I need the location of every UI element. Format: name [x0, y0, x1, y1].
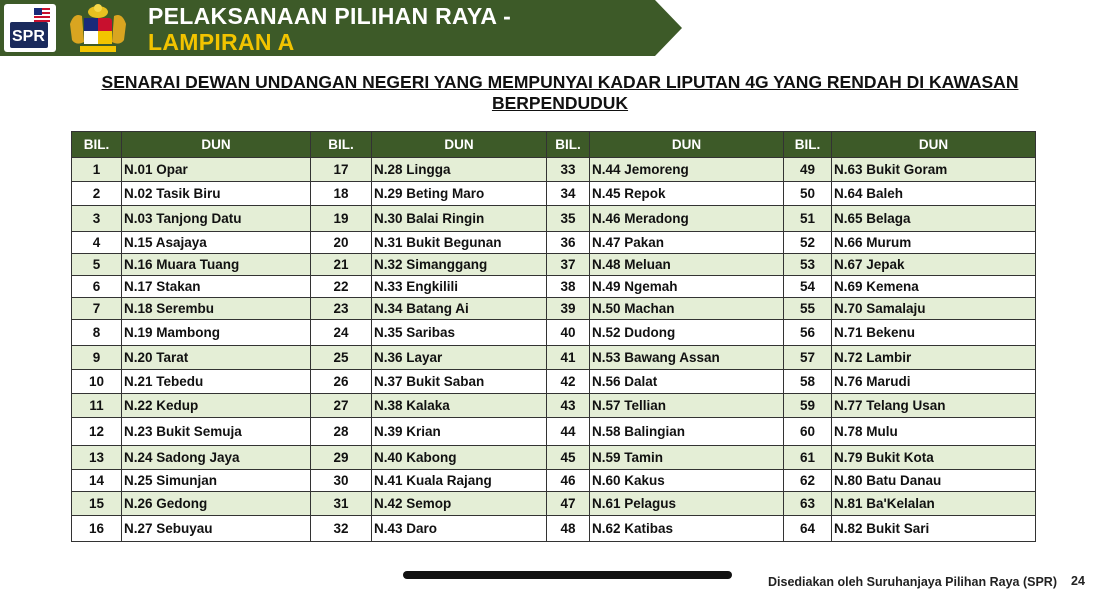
cell-dun: N.50 Machan [590, 298, 784, 320]
document-heading: SENARAI DEWAN UNDANGAN NEGERI YANG MEMPUNYAI KADAR LIPUTAN 4G YANG RENDAH DI KAWASAN BERPENDUDUK [101, 72, 1019, 113]
column-header-bil: BIL. [72, 132, 122, 158]
cell-dun: N.39 Krian [372, 418, 547, 446]
cell-dun: N.26 Gedong [122, 492, 311, 516]
cell-bil: 46 [547, 470, 590, 492]
cell-bil: 40 [547, 320, 590, 346]
cell-dun: N.28 Lingga [372, 158, 547, 182]
cell-dun: N.65 Belaga [832, 206, 1036, 232]
cell-dun: N.36 Layar [372, 346, 547, 370]
cell-bil: 15 [72, 492, 122, 516]
table-row [72, 346, 1036, 370]
table-row [72, 232, 1036, 254]
cell-bil: 28 [311, 418, 372, 446]
cell-bil: 23 [311, 298, 372, 320]
cell-dun: N.33 Engkilili [372, 276, 547, 298]
cell-dun: N.43 Daro [372, 516, 547, 542]
cell-bil: 34 [547, 182, 590, 206]
cell-dun: N.58 Balingian [590, 418, 784, 446]
cell-bil: 2 [72, 182, 122, 206]
column-header-dun: DUN [122, 132, 311, 158]
cell-bil: 61 [784, 446, 832, 470]
table-header-row [72, 132, 1036, 158]
cell-dun: N.59 Tamin [590, 446, 784, 470]
cell-bil: 26 [311, 370, 372, 394]
home-indicator-bar [403, 571, 732, 579]
cell-bil: 7 [72, 298, 122, 320]
cell-bil: 56 [784, 320, 832, 346]
cell-bil: 31 [311, 492, 372, 516]
table-row [72, 206, 1036, 232]
cell-bil: 4 [72, 232, 122, 254]
table-row [72, 320, 1036, 346]
cell-bil: 22 [311, 276, 372, 298]
cell-dun: N.78 Mulu [832, 418, 1036, 446]
cell-dun: N.56 Dalat [590, 370, 784, 394]
cell-dun: N.03 Tanjong Datu [122, 206, 311, 232]
cell-bil: 29 [311, 446, 372, 470]
table-row [72, 470, 1036, 492]
column-header-dun: DUN [832, 132, 1036, 158]
cell-bil: 59 [784, 394, 832, 418]
table-row [72, 370, 1036, 394]
cell-dun: N.80 Batu Danau [832, 470, 1036, 492]
cell-bil: 60 [784, 418, 832, 446]
cell-bil: 45 [547, 446, 590, 470]
cell-dun: N.16 Muara Tuang [122, 254, 311, 276]
cell-bil: 64 [784, 516, 832, 542]
cell-dun: N.79 Bukit Kota [832, 446, 1036, 470]
cell-bil: 43 [547, 394, 590, 418]
cell-bil: 30 [311, 470, 372, 492]
table-row [72, 418, 1036, 446]
cell-bil: 58 [784, 370, 832, 394]
cell-dun: N.47 Pakan [590, 232, 784, 254]
cell-bil: 41 [547, 346, 590, 370]
cell-dun: N.62 Katibas [590, 516, 784, 542]
cell-dun: N.48 Meluan [590, 254, 784, 276]
spr-logo [4, 4, 56, 52]
cell-dun: N.66 Murum [832, 232, 1036, 254]
cell-dun: N.40 Kabong [372, 446, 547, 470]
cell-bil: 42 [547, 370, 590, 394]
cell-bil: 35 [547, 206, 590, 232]
cell-bil: 18 [311, 182, 372, 206]
cell-dun: N.70 Samalaju [832, 298, 1036, 320]
cell-bil: 36 [547, 232, 590, 254]
cell-dun: N.72 Lambir [832, 346, 1036, 370]
cell-bil: 33 [547, 158, 590, 182]
cell-bil: 1 [72, 158, 122, 182]
cell-bil: 53 [784, 254, 832, 276]
cell-dun: N.60 Kakus [590, 470, 784, 492]
column-header-bil: BIL. [784, 132, 832, 158]
cell-dun: N.29 Beting Maro [372, 182, 547, 206]
cell-dun: N.76 Marudi [832, 370, 1036, 394]
cell-dun: N.32 Simanggang [372, 254, 547, 276]
table-row [72, 254, 1036, 276]
coat-of-arms-logo [60, 2, 136, 54]
cell-dun: N.20 Tarat [122, 346, 311, 370]
cell-dun: N.23 Bukit Semuja [122, 418, 311, 446]
cell-bil: 51 [784, 206, 832, 232]
table-row [72, 394, 1036, 418]
cell-bil: 13 [72, 446, 122, 470]
cell-bil: 16 [72, 516, 122, 542]
cell-bil: 19 [311, 206, 372, 232]
cell-dun: N.77 Telang Usan [832, 394, 1036, 418]
cell-bil: 14 [72, 470, 122, 492]
cell-dun: N.57 Tellian [590, 394, 784, 418]
page-subtitle: LAMPIRAN A [148, 29, 295, 55]
cell-dun: N.67 Jepak [832, 254, 1036, 276]
cell-dun: N.44 Jemoreng [590, 158, 784, 182]
cell-bil: 55 [784, 298, 832, 320]
cell-bil: 5 [72, 254, 122, 276]
column-header-dun: DUN [372, 132, 547, 158]
cell-bil: 47 [547, 492, 590, 516]
cell-dun: N.15 Asajaya [122, 232, 311, 254]
cell-dun: N.17 Stakan [122, 276, 311, 298]
table-row [72, 516, 1036, 542]
cell-dun: N.38 Kalaka [372, 394, 547, 418]
table-row [72, 182, 1036, 206]
cell-dun: N.71 Bekenu [832, 320, 1036, 346]
cell-dun: N.63 Bukit Goram [832, 158, 1036, 182]
cell-dun: N.64 Baleh [832, 182, 1036, 206]
cell-bil: 54 [784, 276, 832, 298]
cell-bil: 3 [72, 206, 122, 232]
table-row [72, 158, 1036, 182]
cell-bil: 57 [784, 346, 832, 370]
cell-dun: N.52 Dudong [590, 320, 784, 346]
cell-dun: N.02 Tasik Biru [122, 182, 311, 206]
cell-bil: 25 [311, 346, 372, 370]
cell-dun: N.45 Repok [590, 182, 784, 206]
column-header-dun: DUN [590, 132, 784, 158]
footer-credit: Disediakan oleh Suruhanjaya Pilihan Raya (SPR) [768, 575, 1057, 589]
cell-bil: 37 [547, 254, 590, 276]
cell-bil: 49 [784, 158, 832, 182]
cell-dun: N.31 Bukit Begunan [372, 232, 547, 254]
table-row [72, 298, 1036, 320]
cell-dun: N.69 Kemena [832, 276, 1036, 298]
column-header-bil: BIL. [547, 132, 590, 158]
cell-bil: 21 [311, 254, 372, 276]
page-number: 24 [1071, 574, 1085, 588]
table-row [72, 492, 1036, 516]
cell-dun: N.81 Ba'Kelalan [832, 492, 1036, 516]
cell-bil: 24 [311, 320, 372, 346]
cell-bil: 17 [311, 158, 372, 182]
cell-dun: N.27 Sebuyau [122, 516, 311, 542]
cell-dun: N.18 Serembu [122, 298, 311, 320]
table-row [72, 276, 1036, 298]
cell-dun: N.35 Saribas [372, 320, 547, 346]
cell-bil: 12 [72, 418, 122, 446]
cell-bil: 48 [547, 516, 590, 542]
column-header-bil: BIL. [311, 132, 372, 158]
table-row [72, 446, 1036, 470]
cell-dun: N.49 Ngemah [590, 276, 784, 298]
cell-bil: 62 [784, 470, 832, 492]
cell-bil: 63 [784, 492, 832, 516]
page-title: PELAKSANAAN PILIHAN RAYA - [148, 3, 512, 29]
cell-bil: 20 [311, 232, 372, 254]
cell-bil: 11 [72, 394, 122, 418]
cell-dun: N.46 Meradong [590, 206, 784, 232]
cell-bil: 8 [72, 320, 122, 346]
cell-bil: 9 [72, 346, 122, 370]
dun-table [71, 131, 1036, 542]
cell-dun: N.24 Sadong Jaya [122, 446, 311, 470]
cell-dun: N.30 Balai Ringin [372, 206, 547, 232]
cell-dun: N.25 Simunjan [122, 470, 311, 492]
cell-bil: 50 [784, 182, 832, 206]
cell-bil: 10 [72, 370, 122, 394]
cell-dun: N.61 Pelagus [590, 492, 784, 516]
cell-dun: N.82 Bukit Sari [832, 516, 1036, 542]
cell-dun: N.42 Semop [372, 492, 547, 516]
cell-bil: 44 [547, 418, 590, 446]
cell-bil: 52 [784, 232, 832, 254]
cell-dun: N.19 Mambong [122, 320, 311, 346]
cell-bil: 6 [72, 276, 122, 298]
cell-bil: 27 [311, 394, 372, 418]
cell-dun: N.37 Bukit Saban [372, 370, 547, 394]
cell-dun: N.34 Batang Ai [372, 298, 547, 320]
cell-bil: 38 [547, 276, 590, 298]
cell-dun: N.22 Kedup [122, 394, 311, 418]
logo-text: SPR [12, 28, 45, 45]
cell-dun: N.41 Kuala Rajang [372, 470, 547, 492]
cell-bil: 39 [547, 298, 590, 320]
cell-dun: N.01 Opar [122, 158, 311, 182]
cell-bil: 32 [311, 516, 372, 542]
cell-dun: N.53 Bawang Assan [590, 346, 784, 370]
cell-dun: N.21 Tebedu [122, 370, 311, 394]
